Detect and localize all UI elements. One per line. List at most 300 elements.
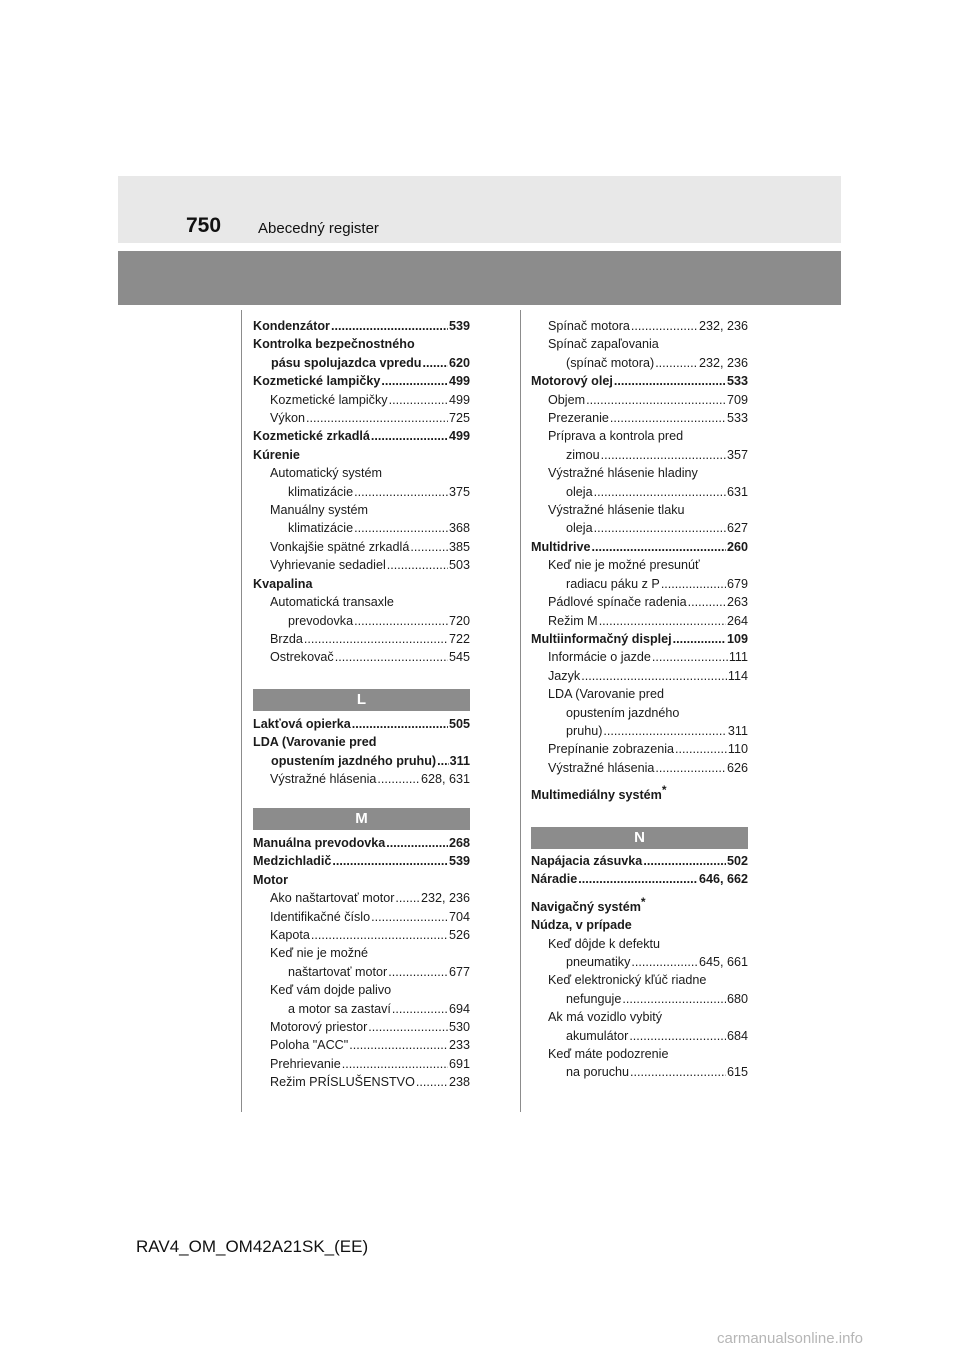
entry-text: Náradie — [531, 872, 578, 887]
column-rule-left — [241, 310, 242, 1112]
page-ref: 505 — [448, 717, 470, 731]
entry-text-cont: pruhu) — [566, 723, 603, 738]
index-entry-multimedia[interactable] — [531, 781, 748, 804]
page-ref: 679 — [726, 576, 748, 591]
index-entry[interactable] — [253, 889, 470, 907]
entry-text: Brzda — [270, 631, 303, 646]
entry-text: Ak má vozidlo vybitý — [548, 1010, 663, 1025]
page-ref: 530 — [448, 1020, 470, 1035]
leader-dots — [599, 612, 726, 630]
index-entry[interactable] — [253, 1036, 470, 1054]
index-entry[interactable] — [253, 409, 470, 427]
entry-text-cont: (spínač motora) — [566, 355, 655, 370]
entry-line — [270, 483, 470, 501]
index-entry[interactable] — [253, 335, 470, 372]
entry-text: Keď máte podozrenie — [548, 1047, 669, 1062]
index-entry[interactable] — [253, 834, 470, 852]
entry-text-cont: a motor sa zastaví — [288, 1001, 391, 1016]
leader-dots — [594, 483, 726, 501]
index-entry[interactable] — [253, 427, 470, 445]
entry-line — [548, 556, 748, 574]
index-entry[interactable] — [531, 612, 748, 630]
entry-line — [548, 593, 748, 611]
entry-line — [548, 1063, 748, 1081]
entry-text: Identifikačné číslo — [270, 909, 371, 924]
entry-line — [548, 317, 748, 335]
entry-line — [548, 722, 748, 740]
index-entry[interactable] — [253, 852, 470, 870]
index-entry[interactable] — [253, 630, 470, 648]
entry-text: LDA (Varovanie pred — [253, 735, 377, 750]
entry-text: Kúrenie — [253, 447, 300, 462]
page-ref: 232, 236 — [698, 355, 748, 370]
index-entry[interactable] — [531, 1008, 748, 1045]
entry-line — [548, 464, 748, 482]
leader-dots — [675, 740, 727, 758]
page-ref: 626 — [726, 760, 748, 775]
index-entry-navigation[interactable] — [531, 893, 748, 916]
section-header-l: L — [253, 689, 470, 711]
leader-dots — [673, 630, 726, 648]
entry-text: Jazyk — [548, 668, 581, 683]
index-entry[interactable] — [531, 464, 748, 501]
entry-line — [270, 908, 470, 926]
leader-dots — [655, 354, 698, 372]
leader-dots — [652, 648, 728, 666]
entry-text: Výstražné hlásenie tlaku — [548, 503, 685, 518]
entry-line — [531, 852, 748, 870]
page-ref: 368 — [448, 521, 470, 536]
leader-dots — [422, 354, 448, 372]
page-ref: 631 — [726, 484, 748, 499]
entry-text-cont: nefunguje — [566, 991, 622, 1006]
page-ref: 545 — [448, 650, 470, 665]
entry-text-cont: opustením jazdného — [566, 705, 680, 720]
page-ref: 694 — [448, 1001, 470, 1016]
leader-dots — [311, 926, 448, 944]
leader-dots — [392, 1000, 448, 1018]
index-entry[interactable] — [531, 501, 748, 538]
index-entry[interactable] — [253, 538, 470, 556]
page-ref: 502 — [726, 854, 748, 868]
index-entry[interactable] — [253, 944, 470, 981]
leader-dots — [381, 372, 448, 390]
entry-text: Keď dôjde k defektu — [548, 936, 661, 951]
index-entry[interactable] — [531, 593, 748, 611]
entry-line — [531, 916, 748, 934]
leader-dots — [387, 556, 448, 574]
entry-line — [270, 944, 470, 962]
entry-line — [253, 852, 470, 870]
entry-text-cont: pneumatiky — [566, 955, 631, 970]
entry-line — [270, 593, 470, 611]
index-group-m — [253, 834, 470, 1092]
leader-dots — [629, 1027, 726, 1045]
index-entry[interactable] — [531, 870, 748, 888]
entry-line — [548, 667, 748, 685]
index-entry[interactable] — [253, 556, 470, 574]
page-ref: 233 — [448, 1038, 470, 1053]
entry-text-cont: na poruchu — [566, 1065, 630, 1080]
entry-text: Režim PRÍSLUŠENSTVO — [270, 1075, 415, 1090]
page-ref: 691 — [448, 1056, 470, 1071]
leader-dots — [603, 722, 727, 740]
index-group-l-wrap — [253, 715, 470, 789]
entry-text: Výstražné hlásenia — [548, 760, 655, 775]
entry-text: Ostrekovač — [270, 650, 334, 665]
page-ref: 268 — [448, 836, 470, 850]
entry-line — [253, 575, 470, 593]
page-ref: 725 — [448, 411, 470, 426]
index-entry[interactable] — [253, 648, 470, 666]
entry-line — [531, 372, 748, 390]
entry-text: Ako naštartovať motor — [270, 891, 395, 906]
entry-line — [548, 446, 748, 464]
index-entry[interactable] — [253, 1073, 470, 1091]
entry-line — [531, 630, 748, 648]
entry-text: Pádlové spínače radenia — [548, 595, 687, 610]
page-ref: 311 — [727, 723, 748, 738]
entry-text-cont: pásu spolujazdca vpredu — [271, 355, 422, 370]
leader-dots — [342, 1055, 448, 1073]
index-entry[interactable] — [531, 852, 748, 870]
asterisk-mark: * — [661, 783, 667, 798]
entry-text: Motorový olej — [531, 374, 613, 389]
entry-text: Spínač zapaľovania — [548, 337, 659, 352]
page-ref: 499 — [448, 392, 470, 407]
entry-text: Navigačný systém — [531, 899, 641, 914]
entry-line — [270, 926, 470, 944]
page-ref: 503 — [448, 558, 470, 573]
leader-dots — [304, 630, 448, 648]
entry-text: Napájacia zásuvka — [531, 854, 643, 868]
index-group-m-wrap — [253, 834, 470, 1092]
index-entry[interactable] — [531, 538, 748, 556]
index-entry[interactable] — [531, 409, 748, 427]
header-bar — [118, 251, 841, 305]
entry-line — [548, 704, 748, 722]
entry-text-cont: oleja — [566, 521, 593, 536]
leader-dots — [643, 852, 726, 870]
entry-line — [270, 464, 470, 482]
index-entry[interactable] — [253, 317, 470, 335]
leader-dots — [416, 1073, 448, 1091]
page-ref: 499 — [448, 374, 470, 389]
entry-line — [270, 501, 470, 519]
leader-dots — [631, 317, 698, 335]
page-ref: 627 — [726, 521, 748, 536]
index-entry[interactable] — [253, 391, 470, 409]
index-entry[interactable] — [531, 556, 748, 593]
index-entry[interactable] — [531, 1045, 748, 1082]
index-entry[interactable] — [253, 908, 470, 926]
leader-dots — [368, 1018, 448, 1036]
entry-line — [270, 1073, 470, 1091]
leader-dots — [655, 759, 726, 777]
entry-text: Núdza, v prípade — [531, 918, 632, 933]
index-entry[interactable] — [253, 593, 470, 630]
leader-dots — [688, 593, 726, 611]
leader-dots — [354, 612, 448, 630]
leader-dots — [389, 391, 448, 409]
index-entry[interactable] — [531, 916, 748, 934]
index-group-l — [253, 715, 470, 789]
leader-dots — [437, 752, 449, 770]
entry-text: Keď nie je možné presunúť — [548, 558, 700, 573]
index-group-n-wrap — [531, 852, 748, 1082]
entry-line — [548, 648, 748, 666]
entry-text: Kozmetické lampičky — [270, 392, 388, 407]
entry-line — [253, 733, 470, 751]
entry-text: Prehrievanie — [270, 1056, 341, 1071]
page-ref: 646, 662 — [698, 872, 748, 887]
leader-dots — [352, 715, 448, 733]
entry-text: Motorový priestor — [270, 1020, 368, 1035]
index-group-n — [531, 852, 748, 889]
leader-dots — [601, 446, 726, 464]
page-ref: 263 — [726, 595, 748, 610]
entry-line — [548, 391, 748, 409]
entry-text: Automatická transaxle — [270, 595, 394, 610]
index-entry[interactable] — [253, 733, 470, 770]
entry-line — [270, 630, 470, 648]
page-ref: 722 — [448, 631, 470, 646]
entry-line — [253, 715, 470, 733]
index-entry[interactable] — [253, 715, 470, 733]
entry-line — [253, 752, 470, 770]
entry-text: Keď elektronický kľúč riadne — [548, 973, 707, 988]
leader-dots — [386, 834, 448, 852]
entry-line — [270, 1018, 470, 1036]
leader-dots — [622, 990, 726, 1008]
entry-line — [270, 963, 470, 981]
leader-dots — [335, 648, 448, 666]
index-entry[interactable] — [531, 335, 748, 372]
leader-dots — [661, 575, 726, 593]
leader-dots — [410, 538, 448, 556]
leader-dots — [377, 770, 420, 788]
entry-text: Režim M — [548, 613, 598, 628]
entry-text: Výstražné hlásenia — [270, 772, 377, 787]
leader-dots — [306, 409, 448, 427]
entry-text: Výstražné hlásenie hladiny — [548, 466, 698, 481]
section-header-n: N — [531, 827, 748, 849]
entry-line — [270, 981, 470, 999]
leader-dots — [331, 317, 448, 335]
page-ref: 615 — [726, 1065, 748, 1080]
section-header-m: M — [253, 808, 470, 830]
index-entry[interactable] — [531, 391, 748, 409]
index-entry[interactable] — [531, 759, 748, 777]
index-group-n2 — [531, 916, 748, 1082]
entry-line — [270, 409, 470, 427]
page-ref: 385 — [448, 539, 470, 554]
entry-text: Vonkajšie spätné zrkadlá — [270, 539, 410, 554]
entry-text: Spínač motora — [548, 319, 630, 333]
page-ref: 311 — [449, 753, 470, 768]
entry-text-cont: oleja — [566, 484, 593, 499]
column-rule-right — [520, 310, 521, 1112]
index-entry[interactable] — [531, 372, 748, 390]
page-ref: 680 — [726, 991, 748, 1006]
index-entry[interactable] — [253, 871, 470, 889]
entry-line — [253, 317, 470, 335]
index-column-left — [253, 317, 470, 667]
entry-text-cont: zimou — [566, 447, 600, 462]
entry-text: Multiinformačný displej — [531, 631, 672, 646]
entry-line — [548, 612, 748, 630]
entry-line — [270, 1055, 470, 1073]
index-entry[interactable] — [253, 981, 470, 1018]
index-entry[interactable] — [253, 446, 470, 464]
entry-text: Prezeranie — [548, 411, 609, 426]
leader-dots — [371, 908, 448, 926]
page-ref: 375 — [448, 484, 470, 499]
index-entry[interactable] — [531, 427, 748, 464]
entry-line — [548, 971, 748, 989]
entry-line — [548, 935, 748, 953]
index-entry[interactable] — [531, 648, 748, 666]
entry-text: Manuálny systém — [270, 503, 368, 518]
page-ref: 232, 236 — [698, 319, 748, 333]
entry-text: Kvapalina — [253, 576, 313, 591]
page-ref: 264 — [726, 613, 748, 628]
entry-line — [253, 427, 470, 445]
page-ref: 628, 631 — [420, 772, 470, 787]
page-ref: 539 — [448, 854, 470, 869]
leader-dots — [581, 667, 727, 685]
entry-line — [548, 354, 748, 372]
leader-dots — [610, 409, 726, 427]
entry-line — [548, 335, 748, 353]
entry-text: Výkon — [270, 411, 306, 426]
page-ref: 645, 661 — [698, 955, 748, 970]
entry-line — [270, 391, 470, 409]
entry-line — [253, 446, 470, 464]
leader-dots — [586, 391, 726, 409]
page-ref: 232, 236 — [420, 891, 470, 906]
entry-text-cont: prevodovka — [288, 613, 354, 628]
entry-text: Kozmetické zrkadlá — [253, 429, 370, 444]
entry-text: Multimediálny systém — [531, 788, 662, 803]
entry-line — [548, 1008, 748, 1026]
entry-line — [270, 648, 470, 666]
entry-line — [548, 740, 748, 758]
page-ref: 357 — [726, 447, 748, 462]
entry-line — [253, 834, 470, 852]
leader-dots — [594, 519, 726, 537]
entry-line — [253, 335, 470, 353]
index-group-m-cont — [531, 317, 748, 777]
leader-dots — [349, 1036, 448, 1054]
entry-text: Kondenzátor — [253, 319, 330, 333]
index-entry[interactable] — [253, 1055, 470, 1073]
index-entry[interactable] — [253, 770, 470, 788]
asterisk-mark: * — [640, 894, 646, 909]
page-number: 750 — [186, 214, 222, 237]
page-ref: 114 — [727, 668, 748, 683]
index-group-k — [253, 317, 470, 667]
entry-line — [270, 538, 470, 556]
index-entry[interactable] — [531, 935, 748, 972]
index-entry[interactable] — [253, 926, 470, 944]
entry-line — [548, 1027, 748, 1045]
entry-line — [253, 871, 470, 889]
index-entry[interactable] — [531, 317, 748, 335]
page-ref: 526 — [448, 928, 470, 943]
entry-text: Medzichladič — [253, 854, 332, 869]
page-ref: 260 — [726, 539, 748, 554]
entry-line — [270, 889, 470, 907]
index-entry[interactable] — [253, 464, 470, 501]
index-entry[interactable] — [253, 501, 470, 538]
index-entry[interactable] — [531, 971, 748, 1008]
page-ref: 110 — [727, 742, 748, 757]
index-entry[interactable] — [531, 685, 748, 740]
leader-dots — [332, 852, 448, 870]
entry-text: Prepínanie zobrazenia — [548, 742, 675, 757]
entry-text: Motor — [253, 872, 288, 887]
footer-code: RAV4_OM_OM42A21SK_(EE) — [136, 1237, 369, 1256]
entry-line — [531, 870, 748, 888]
index-entry[interactable] — [253, 372, 470, 390]
entry-line — [548, 575, 748, 593]
entry-text-cont: klimatizácie — [288, 484, 354, 499]
page-ref: 684 — [726, 1028, 748, 1043]
entry-text: Príprava a kontrola pred — [548, 429, 684, 444]
page-ref: 620 — [448, 355, 470, 370]
page-ref: 499 — [448, 429, 470, 444]
entry-line — [270, 770, 470, 788]
leader-dots — [631, 953, 698, 971]
entry-text: LDA (Varovanie pred — [548, 687, 664, 702]
index-entry[interactable] — [253, 1018, 470, 1036]
entry-line — [270, 1000, 470, 1018]
entry-text: Kontrolka bezpečnostného — [253, 337, 415, 352]
entry-text: Poloha "ACC" — [270, 1038, 349, 1053]
entry-text: Lakťová opierka — [253, 717, 351, 731]
leader-dots — [614, 372, 726, 390]
index-entry[interactable] — [531, 667, 748, 685]
entry-line — [548, 759, 748, 777]
entry-line — [270, 556, 470, 574]
page-ref: 109 — [726, 631, 748, 646]
entry-text-cont: opustením jazdného pruhu) — [271, 753, 437, 768]
entry-line — [548, 953, 748, 971]
leader-dots — [591, 538, 726, 556]
index-entry[interactable] — [531, 740, 748, 758]
entry-line — [253, 354, 470, 372]
entry-line — [548, 1045, 748, 1063]
leader-dots — [578, 870, 698, 888]
entry-text-cont: akumulátor — [566, 1028, 629, 1043]
page-ref: 533 — [726, 374, 748, 389]
entry-line — [548, 409, 748, 427]
entry-text: Objem — [548, 392, 586, 407]
page-ref: 704 — [448, 909, 470, 924]
entry-text: Keď nie je možné — [270, 946, 369, 961]
entry-line — [531, 538, 748, 556]
entry-line — [253, 372, 470, 390]
entry-line — [548, 685, 748, 703]
entry-line — [548, 427, 748, 445]
entry-line — [548, 990, 748, 1008]
entry-text: Multidrive — [531, 539, 591, 554]
leader-dots — [371, 427, 448, 445]
index-entry[interactable] — [531, 630, 748, 648]
index-entry[interactable] — [253, 575, 470, 593]
entry-text: Manuálna prevodovka — [253, 836, 386, 850]
